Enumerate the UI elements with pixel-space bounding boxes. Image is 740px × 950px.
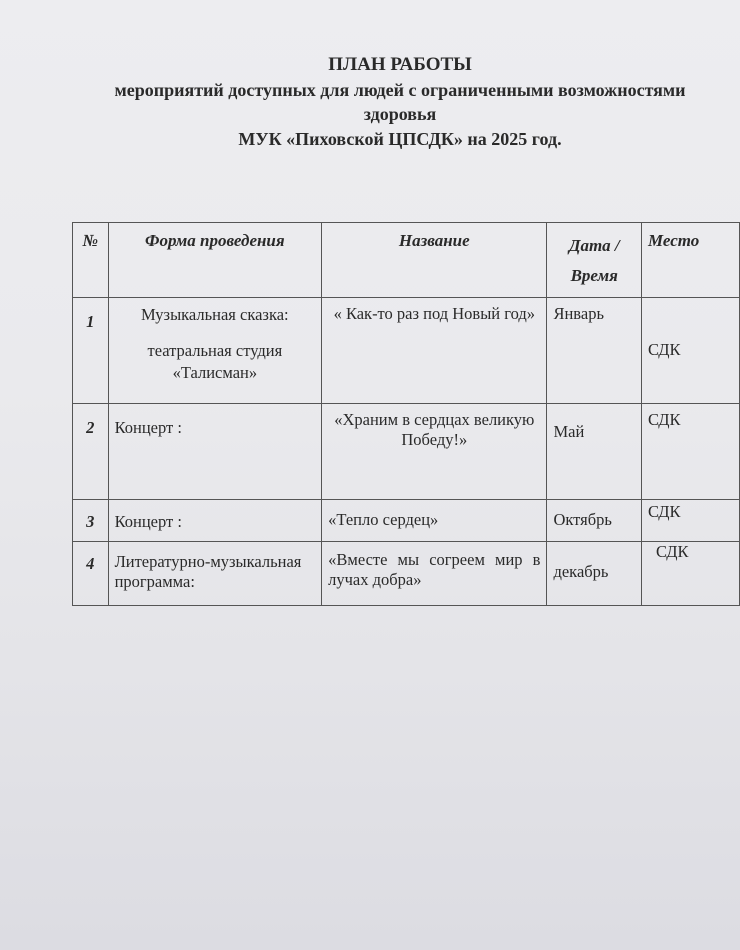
- plan-title: ПЛАН РАБОТЫ: [328, 54, 472, 75]
- header-time: Время: [570, 266, 618, 285]
- events-table: [72, 222, 740, 606]
- row-num: 2: [73, 404, 109, 500]
- row-form: Концерт :: [108, 500, 322, 542]
- row-date: Октябрь: [547, 500, 642, 542]
- plan-subtitle: мероприятий доступных для людей с ограниченными возможностями: [114, 80, 686, 100]
- row-place: СДК: [642, 500, 740, 542]
- document-heading: [0, 52, 740, 152]
- header-form: Форма проведения: [108, 223, 322, 298]
- row-place: СДК: [642, 542, 740, 606]
- row-name: «Вместе мы согреем мир в лучах добра»: [322, 542, 547, 606]
- header-num: №: [73, 223, 109, 298]
- row-name: « Как-то раз под Новый год»: [322, 298, 547, 404]
- table-row: [73, 404, 740, 500]
- table-row: [73, 298, 740, 404]
- header-name: Название: [322, 223, 547, 298]
- table-header-row: [73, 223, 740, 298]
- header-place: Место: [642, 223, 740, 298]
- row-form: Концерт :: [108, 404, 322, 500]
- row-num: 1: [73, 298, 109, 404]
- organization-year: МУК «Пиховской ЦПСДК» на 2025 год.: [238, 129, 562, 149]
- row-place: СДК: [642, 298, 740, 404]
- row-form: [108, 298, 322, 404]
- row-name: «Храним в сердцах великую Победу!»: [322, 404, 547, 500]
- plan-subtitle-continued: здоровья: [363, 104, 437, 124]
- row-form-line1: Музыкальная сказка:: [141, 305, 289, 324]
- row-date: Май: [547, 404, 642, 500]
- row-form-line2: театральная студия «Талисман»: [147, 341, 283, 382]
- table-row: [73, 500, 740, 542]
- row-form: Литературно-музыкальная программа:: [108, 542, 322, 606]
- row-place: СДК: [642, 404, 740, 500]
- row-name: «Тепло сердец»: [322, 500, 547, 542]
- header-date-time: [547, 223, 642, 298]
- row-num: 4: [73, 542, 109, 606]
- row-num: 3: [73, 500, 109, 542]
- row-date: декабрь: [547, 542, 642, 606]
- row-date: Январь: [547, 298, 642, 404]
- table-row: [73, 542, 740, 606]
- header-date: Дата /: [568, 236, 620, 255]
